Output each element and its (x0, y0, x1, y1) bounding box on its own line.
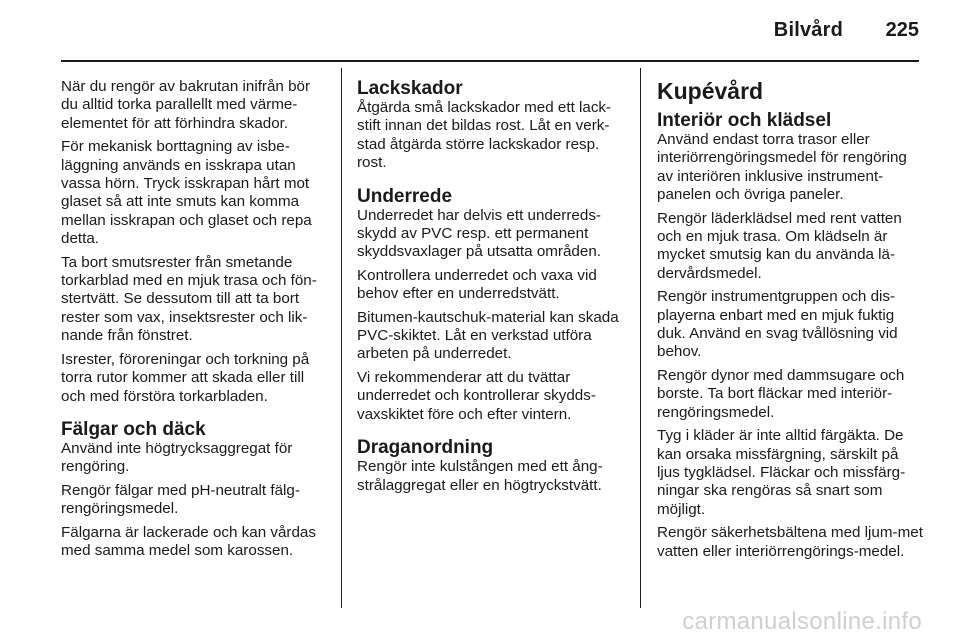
paragraph: Kontrollera underredet och vaxa vid behov efter en underredstvätt. (357, 266, 597, 303)
paragraph: Använd endast torra trasor eller interiörrengöringsmedel för rengöring av interiören inklusive instrument-panelen och övriga paneler. (657, 131, 907, 204)
paragraph: Fälgarna är lackerade och kan vårdas med samma medel som karossen. (61, 523, 316, 559)
main-heading: Kupévård (657, 78, 764, 104)
paragraph: Isrester, föroreningar och torkning på torra rutor kommer att skada eller till och med förstöra torkarbladen. (61, 350, 310, 405)
page-header (0, 0, 960, 62)
paragraph: Rengör inte kulstången med ett ång-strålaggregat eller en högtryckstvätt. (357, 458, 603, 494)
paragraph: Tyg i kläder är inte alltid färgäkta. De kan orsaka missfärgning, särskilt på ljus tygklädsel. Fläckar och missfärg-ningar ska rengöras så snart som möjligt. (657, 427, 906, 518)
paragraph: När du rengör av bakrutan inifrån bör du alltid torka parallellt med värme-elementet för att förhindra skador. (61, 78, 311, 132)
column-2 (357, 78, 627, 500)
section-heading-paint: Lackskador (357, 78, 463, 99)
paragraph: Rengör dynor med dammsugare och borste. Ta bort fläckar med interiör-rengöringsmedel. (657, 366, 905, 421)
column-divider-1 (341, 68, 342, 608)
section-heading-wheels: Fälgar och däck (61, 418, 206, 440)
column-divider-2 (640, 68, 641, 608)
watermark: carmanualsonline.info (682, 608, 922, 635)
paragraph: Vi rekommenderar att du tvättar underredet och kontrollerar skydds-vaxskiktet före och efter vintern. (357, 368, 596, 423)
paragraph: Underredet har delvis ett underreds-skydd av PVC resp. ett permanent skyddsvaxlager på utsatta områden. (357, 206, 601, 261)
section-heading-underbody: Underrede (357, 185, 453, 207)
paragraph: Bitumen-kautschuk-material kan skada PVC-skiktet. Låt en verkstad utföra arbeten på underredet. (357, 308, 619, 363)
paragraph: För mekanisk borttagning av isbe-läggning används en isskrapa utan vassa hörn. Tryck isskrapan hårt mot glaset så att inte smuts kan komma mellan isskrapan och glaset och repa detta. (61, 138, 312, 248)
section-heading-towbar: Draganordning (357, 437, 494, 459)
paragraph: Åtgärda små lackskador med ett lack-stift innan det bildas rost. Låt en verk-stad åtgärda större lackskador resp. rost. (357, 99, 612, 172)
chapter-title: Bilvård (773, 19, 843, 41)
paragraph: Rengör säkerhetsbältena med ljum-met vatten eller interiörrengörings-medel. (657, 524, 923, 560)
paragraph: Rengör instrumentgruppen och dis-playerna enbart med en mjuk fuktig duk. Använd en svag tvållösning vid behov. (657, 288, 898, 361)
paragraph: Rengör läderklädsel med rent vatten och en mjuk trasa. Om klädseln är mycket smutsig kan du använda lä-dervårdsmedel. (657, 209, 902, 282)
page-number: 225 (885, 19, 919, 41)
paragraph: Ta bort smutsrester från smetande torkarblad med en mjuk trasa och fön-stertvätt. Se dessutom till att ta bort rester som vax, insektsrester och lik-nande från fönstret. (61, 253, 317, 345)
column-3 (657, 78, 923, 566)
header-rule (61, 60, 919, 62)
column-1 (61, 78, 328, 565)
paragraph: Rengör fälgar med pH-neutralt fälg-rengöringsmedel. (61, 481, 300, 518)
subheading-interior: Interiör och klädsel (657, 110, 832, 131)
paragraph: Använd inte högtrycksaggregat för rengöring. (61, 439, 293, 476)
